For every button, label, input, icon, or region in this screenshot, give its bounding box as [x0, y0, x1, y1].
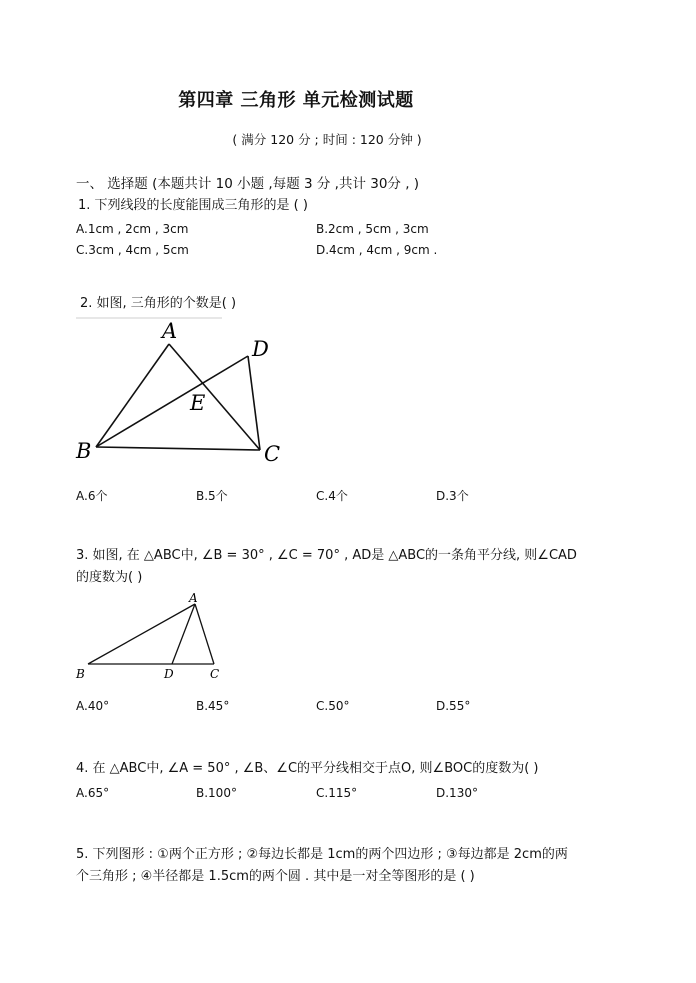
question-1-option-d: D.4cm , 4cm , 9cm .: [316, 243, 438, 257]
segment-bc: [96, 447, 260, 450]
label-c: C: [210, 667, 220, 681]
question-2-option-a: A.6个: [76, 489, 108, 503]
question-4-option-a: A.65°: [76, 786, 110, 800]
question-3-option-c: C.50°: [316, 699, 350, 713]
label-e: E: [190, 391, 206, 415]
question-3-option-d: D.55°: [436, 699, 471, 713]
question-3-option-b: B.45°: [196, 699, 230, 713]
question-2-option-c: C.4个: [316, 489, 348, 503]
label-c: C: [264, 442, 281, 466]
segment-dc: [248, 356, 260, 450]
question-1-option-b: B.2cm , 5cm , 3cm: [316, 222, 429, 236]
label-b: B: [76, 439, 92, 463]
section-heading: 一、 选择题 (本题共计 10 小题 ,每题 3 分 ,共计 30分 , ): [76, 176, 420, 192]
label-a: A: [189, 591, 198, 605]
question-4-option-b: B.100°: [196, 786, 237, 800]
label-d: D: [252, 337, 269, 361]
question-2-figure: [72, 316, 292, 466]
question-5-text-line1: 5. 下列图形 : ①两个正方形 ; ②每边长都是 1cm的两个四边形 ; ③每边都是 2cm的两: [76, 847, 568, 862]
question-4-option-d: D.130°: [436, 786, 478, 800]
segment-ba: [88, 604, 195, 664]
label-d: D: [164, 667, 174, 681]
question-1-option-c: C.3cm , 4cm , 5cm: [76, 243, 189, 257]
page-title: 第四章 三角形 单元检测试题: [178, 90, 414, 111]
segment-ad: [172, 604, 195, 664]
question-2-option-d: D.3个: [436, 489, 469, 503]
question-3-figure: [72, 590, 232, 682]
segment-ac: [169, 344, 260, 450]
question-2-text: 2. 如图, 三角形的个数是( ): [80, 296, 237, 311]
label-b: B: [76, 667, 85, 681]
page-subtitle: ( 满分 120 分 ; 时间 : 120 分钟 ): [232, 132, 422, 147]
label-a: A: [162, 319, 178, 343]
segment-ba: [96, 344, 169, 447]
question-4-text: 4. 在 △ABC中, ∠A = 50° , ∠B、∠C的平分线相交于点O, 则∠BOC的度数为( ): [76, 761, 539, 776]
question-5-text-line2: 个三角形 ; ④半径都是 1.5cm的两个圆 . 其中是一对全等图形的是 ( ): [76, 869, 475, 884]
segment-bd: [96, 356, 248, 447]
question-1-option-a: A.1cm , 2cm , 3cm: [76, 222, 189, 236]
segment-ac: [195, 604, 214, 664]
question-4-option-c: C.115°: [316, 786, 358, 800]
question-3-text-line1: 3. 如图, 在 △ABC中, ∠B = 30° , ∠C = 70° , AD是 △ABC的一条角平分线, 则∠CAD: [76, 548, 577, 563]
question-3-text-line2: 的度数为( ): [76, 570, 143, 585]
question-3-option-a: A.40°: [76, 699, 110, 713]
question-2-option-b: B.5个: [196, 489, 228, 503]
question-1-text: 1. 下列线段的长度能围成三角形的是 ( ): [78, 198, 308, 213]
